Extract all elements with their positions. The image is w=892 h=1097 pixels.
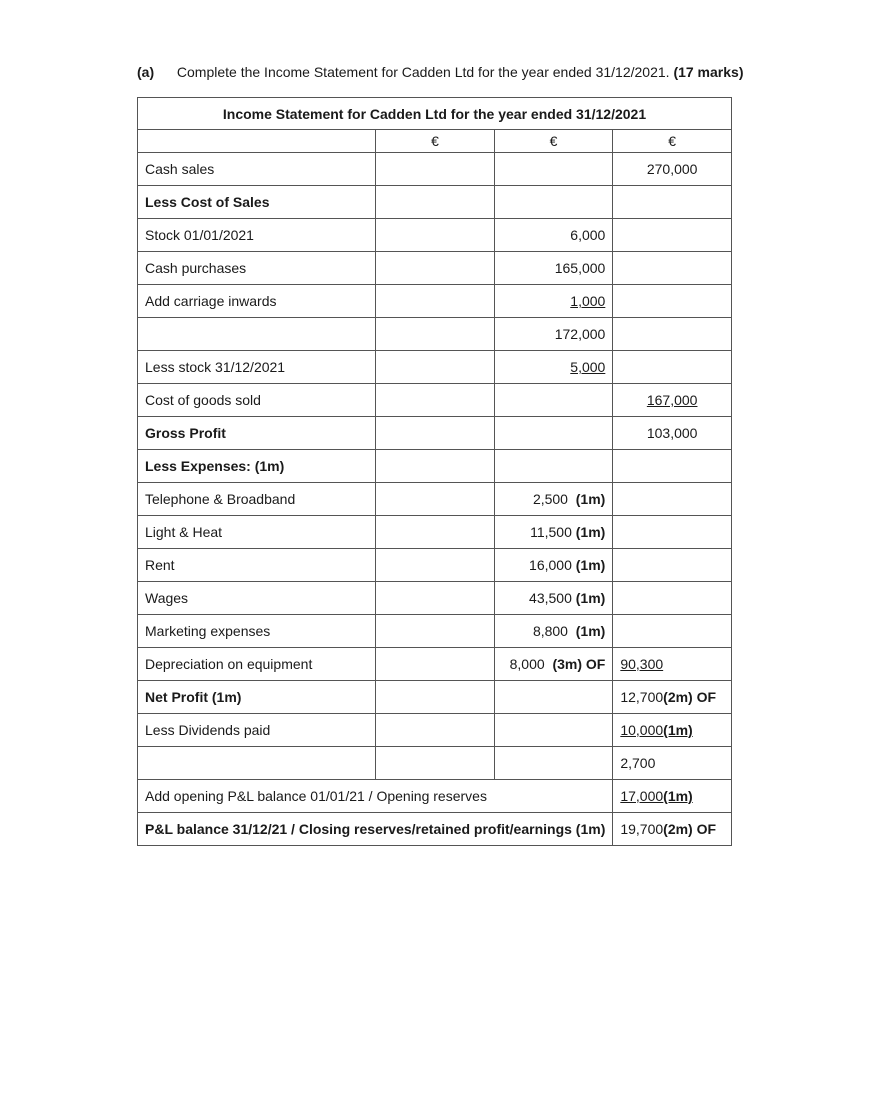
table-title-row: [138, 98, 732, 130]
question-marks: (17 marks): [673, 64, 744, 80]
table-row: [138, 648, 732, 681]
table-row: [138, 582, 732, 615]
cash-sales-value: 270,000: [613, 153, 732, 186]
mark: (3m) OF: [552, 656, 606, 672]
statement-title: Income Statement for Cadden Ltd for the year ended 31/12/2021: [138, 98, 732, 130]
mark: (1m): [575, 491, 606, 507]
cogs-value: 167,000: [646, 392, 698, 408]
table-row: [138, 681, 732, 714]
gross-profit-value: 103,000: [613, 417, 732, 450]
cash-purchases-value: 165,000: [494, 252, 613, 285]
table-row: [138, 516, 732, 549]
row-label: Marketing expenses: [138, 615, 376, 648]
row-label: Add opening P&L balance 01/01/21 / Opening reserves: [138, 780, 613, 813]
marketing-value: 8,800: [532, 623, 568, 639]
question-text: Complete the Income Statement for Cadden Ltd for the year ended 31/12/2021.: [176, 64, 670, 80]
table-row: [138, 252, 732, 285]
mark: (1m): [575, 590, 606, 606]
wages-value: 43,500: [529, 590, 572, 606]
table-row: [138, 483, 732, 516]
stock-close-value: 5,000: [570, 359, 606, 375]
table-row: [138, 747, 732, 780]
dividends-value: 10,000: [620, 722, 664, 738]
rent-value: 16,000: [529, 557, 572, 573]
row-label: Less Expenses: (1m): [138, 450, 376, 483]
question-label: (a): [137, 64, 155, 80]
total-expenses-value: 90,300: [620, 656, 664, 672]
telephone-value: 2,500: [532, 491, 568, 507]
row-label: P&L balance 31/12/21 / Closing reserves/retained profit/earnings (1m): [138, 813, 613, 846]
currency-row: [138, 130, 732, 153]
mark: (1m): [575, 623, 606, 639]
table-row: [138, 417, 732, 450]
income-statement-table: [137, 97, 732, 846]
table-row: [138, 186, 732, 219]
table-row: [138, 780, 732, 813]
mark: (1m): [663, 722, 693, 738]
table-row: [138, 549, 732, 582]
row-label: Add carriage inwards: [138, 285, 376, 318]
row-label: Depreciation on equipment: [138, 648, 376, 681]
row-label: Light & Heat: [138, 516, 376, 549]
mark: (2m) OF: [663, 821, 717, 837]
row-label: Rent: [138, 549, 376, 582]
row-label: Cash sales: [138, 153, 376, 186]
row-label: Telephone & Broadband: [138, 483, 376, 516]
row-label: Less stock 31/12/2021: [138, 351, 376, 384]
table-row: [138, 450, 732, 483]
table-row: [138, 384, 732, 417]
table-row: [138, 153, 732, 186]
table-row: [138, 714, 732, 747]
table-row: [138, 813, 732, 846]
row-label: Gross Profit: [138, 417, 376, 450]
after-dividends-value: 2,700: [613, 747, 732, 780]
currency-col-3: €: [613, 130, 732, 153]
table-row: [138, 219, 732, 252]
mark: (1m): [575, 557, 606, 573]
row-label: Stock 01/01/2021: [138, 219, 376, 252]
question-header: [137, 64, 743, 80]
net-profit-value: 12,700: [620, 689, 664, 705]
row-label: Cost of goods sold: [138, 384, 376, 417]
row-label: Net Profit (1m): [138, 681, 376, 714]
table-row: [138, 318, 732, 351]
subtotal-value: 172,000: [494, 318, 613, 351]
carriage-inwards-value: 1,000: [570, 293, 606, 309]
table-row: [138, 285, 732, 318]
row-label: Wages: [138, 582, 376, 615]
closing-pl-value: 19,700: [620, 821, 664, 837]
table-row: [138, 615, 732, 648]
table-row: [138, 351, 732, 384]
stock-open-value: 6,000: [494, 219, 613, 252]
mark: (2m) OF: [663, 689, 717, 705]
currency-col-2: €: [494, 130, 613, 153]
row-label: Less Dividends paid: [138, 714, 376, 747]
row-label: Less Cost of Sales: [138, 186, 376, 219]
currency-col-1: €: [376, 130, 495, 153]
depreciation-value: 8,000: [509, 656, 545, 672]
row-label: Cash purchases: [138, 252, 376, 285]
mark: (1m): [575, 524, 606, 540]
opening-pl-value: 17,000: [620, 788, 664, 804]
light-heat-value: 11,500: [530, 524, 572, 540]
mark: (1m): [663, 788, 693, 804]
